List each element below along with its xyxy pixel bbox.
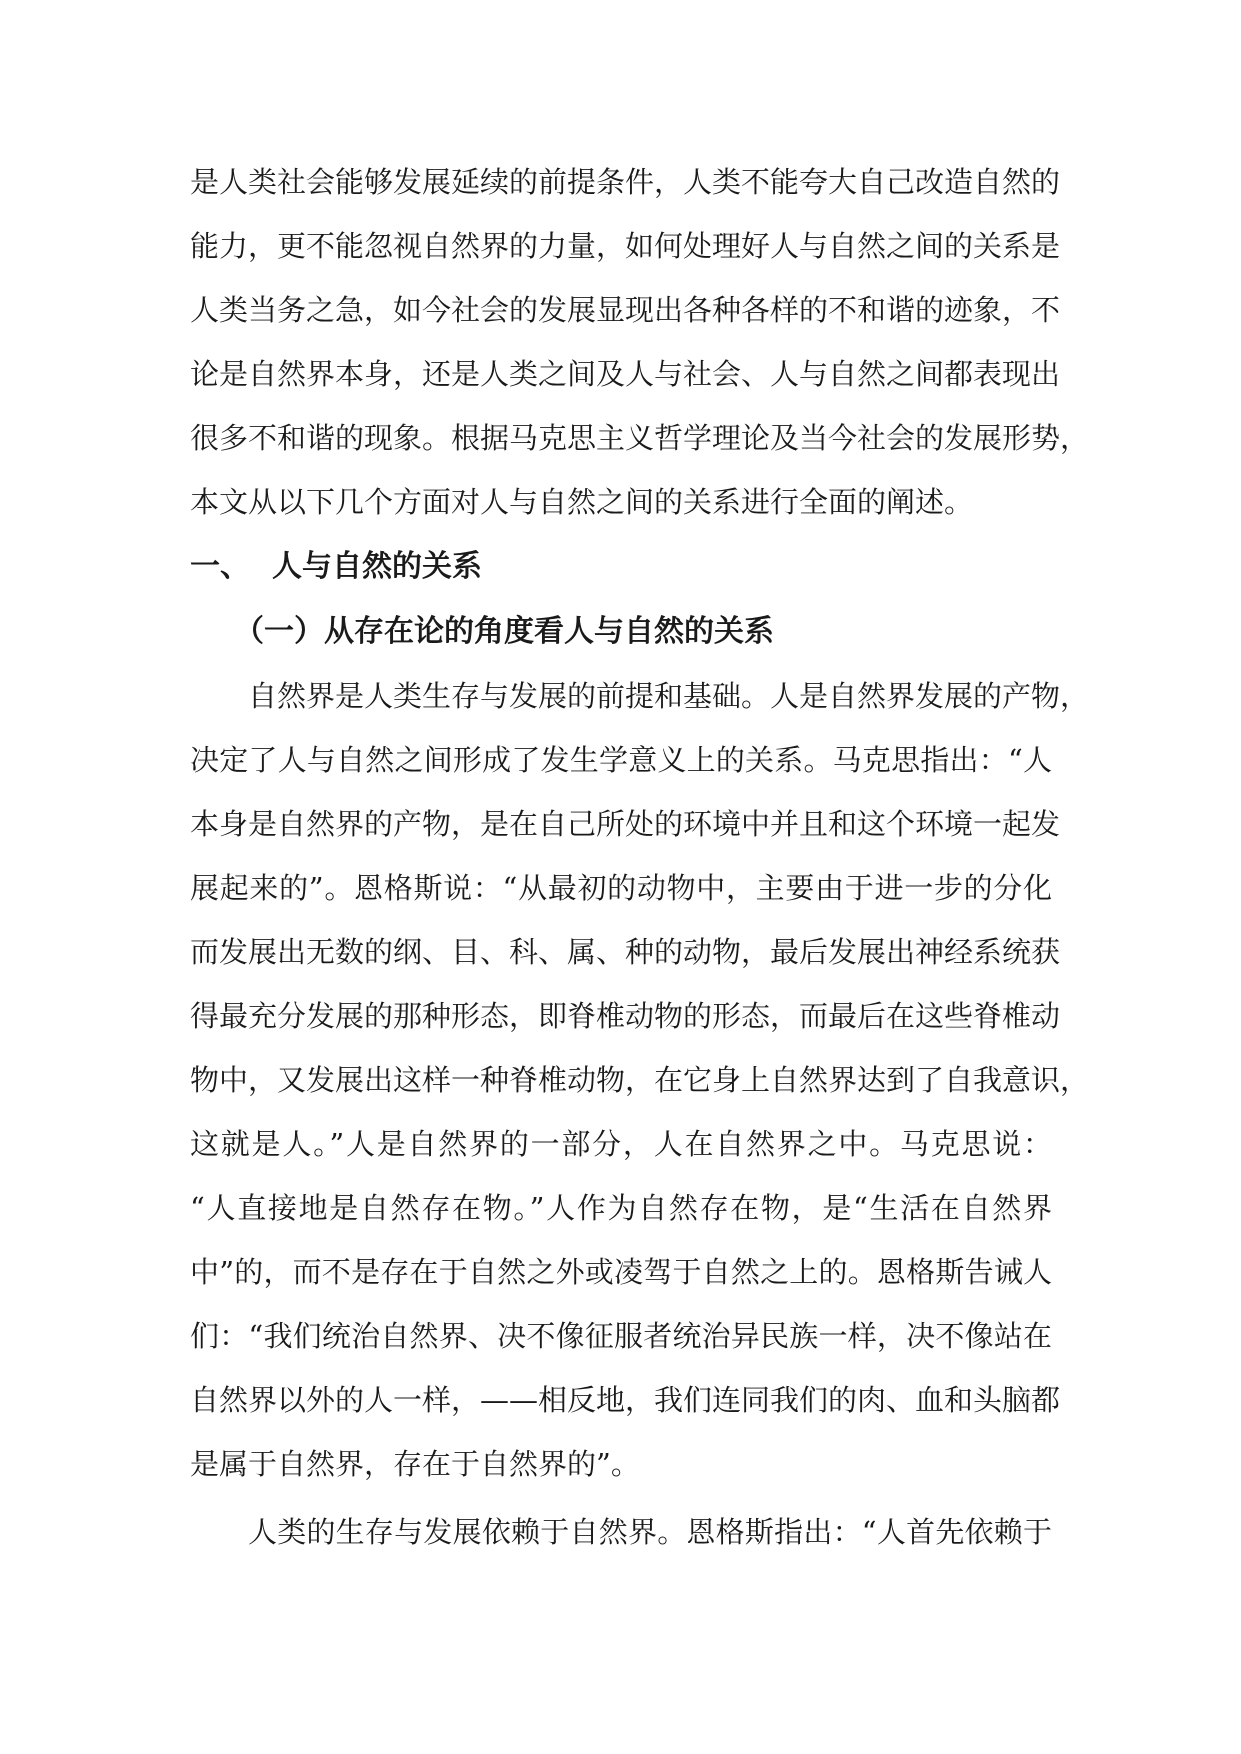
- text-line: 本身是自然界的产物，是在自己所处的环境中并且和这个环境一起发: [190, 807, 1061, 841]
- text-line: 而发展出无数的纲、目、科、属、种的动物，最后发展出神经系统获: [190, 935, 1061, 969]
- text-line: 物中，又发展出这样一种脊椎动物，在它身上自然界达到了自我意识，: [190, 1063, 1090, 1097]
- text-line: 能力，更不能忽视自然界的力量，如何处理好人与自然之间的关系是: [190, 229, 1061, 263]
- text-line: 很多不和谐的现象。根据马克思主义哲学理论及当今社会的发展形势，: [190, 421, 1090, 455]
- text-line: 人类当务之急，如今社会的发展显现出各种各样的不和谐的迹象，不: [190, 293, 1061, 327]
- text-line: 论是自然界本身，还是人类之间及人与社会、人与自然之间都表现出: [190, 357, 1061, 391]
- section-title: 人与自然的关系: [272, 549, 482, 584]
- paragraph-2: [190, 1500, 1052, 1564]
- paragraph-1: [190, 664, 1090, 1496]
- text-line: “人直接地是自然存在物。”人作为自然存在物，是“生活在自然界: [190, 1191, 1052, 1225]
- text-line: 自然界是人类生存与发展的前提和基础。人是自然界发展的产物，: [248, 679, 1090, 713]
- text-line: 人类的生存与发展依赖于自然界。恩格斯指出：“人首先依赖于: [248, 1515, 1052, 1549]
- section-number: 一、: [190, 549, 250, 584]
- text-line: 自然界以外的人一样，——相反地，我们连同我们的肉、血和头脑都: [190, 1383, 1061, 1417]
- text-line: 中”的，而不是存在于自然之外或凌驾于自然之上的。恩格斯告诫人: [190, 1255, 1052, 1289]
- text-line: 得最充分发展的那种形态，即脊椎动物的形态，而最后在这些脊椎动: [190, 999, 1061, 1033]
- text-line: 决定了人与自然之间形成了发生学意义上的关系。马克思指出：“人: [190, 743, 1052, 777]
- intro-paragraph: [190, 150, 1090, 534]
- text-line: 本文从以下几个方面对人与自然之间的关系进行全面的阐述。: [190, 485, 974, 519]
- section-heading: [190, 534, 1052, 600]
- text-line: 展起来的”。恩格斯说：“从最初的动物中，主要由于进一步的分化: [190, 871, 1052, 905]
- text-line: 是人类社会能够发展延续的前提条件，人类不能夸大自己改造自然的: [190, 165, 1061, 199]
- subsection-heading: （一）从存在论的角度看人与自然的关系: [234, 614, 774, 649]
- document-body: [190, 150, 1090, 1564]
- text-line: 们：“我们统治自然界、决不像征服者统治异民族一样，决不像站在: [190, 1319, 1052, 1353]
- text-line: 这就是人。”人是自然界的一部分，人在自然界之中。马克思说：: [190, 1127, 1052, 1161]
- text-line: 是属于自然界，存在于自然界的”。: [190, 1447, 640, 1481]
